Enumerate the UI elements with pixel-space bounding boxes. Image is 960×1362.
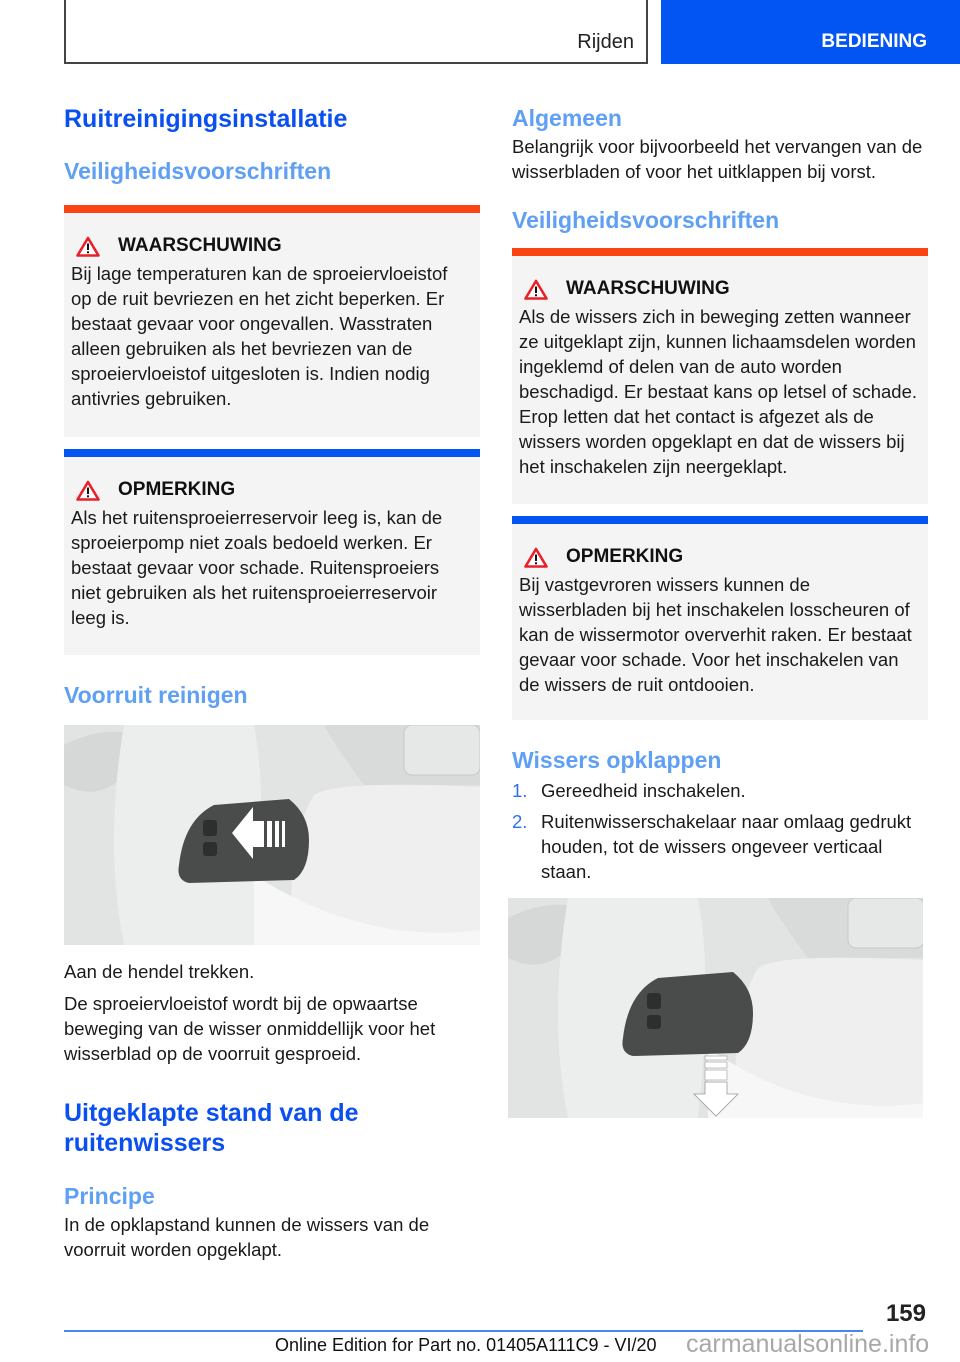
warning-text: Als de wissers zich in beweging zetten wanneer ze uitgeklapt zijn, kunnen lichaamsdelen worden ingeklemd of delen van de auto worden beschadigd. Er bestaat kans op letsel of schade. Erop letten dat het contact is afgezet als de wissers worden opgeklapt en dat de wissers bij het inschakelen zijn neergeklapt. <box>519 306 918 477</box>
chapter-title: Ruitreinigingsinstallatie <box>64 105 348 133</box>
fold-heading: Wissers opklappen <box>512 747 722 773</box>
wiper-lever-illustration <box>64 725 480 945</box>
fold-steps <box>512 778 928 884</box>
clean-heading: Voorruit reinigen <box>64 682 248 708</box>
folded-title: Uitgeklapte stand van de ruitenwissers <box>64 1099 359 1157</box>
note-box <box>64 449 480 655</box>
right-column <box>512 96 928 1118</box>
safety-heading-right: Veiligheidsvoorschriften <box>512 207 780 233</box>
general-text: Belangrijk voor bijvoorbeeld het vervangen van de wisserbladen of voor het uitklappen bij vorst. <box>512 136 923 182</box>
section-label: Rijden <box>577 31 634 53</box>
warning-box <box>64 205 480 437</box>
header-section-tab <box>64 0 648 64</box>
note-title: OPMERKING <box>118 479 236 500</box>
warning-title: WAARSCHUWING <box>118 235 282 256</box>
watermark: carmanualsonline.info <box>686 1330 930 1358</box>
warning-box-right <box>512 248 928 504</box>
general-heading: Algemeen <box>512 105 622 131</box>
step-text: Ruitenwisserschakelaar naar omlaag gedrukt houden, tot de wissers ongeveer verticaal staan. <box>541 811 912 882</box>
left-column <box>64 96 480 1262</box>
principle-heading: Principe <box>64 1183 155 1209</box>
note-box-right <box>512 516 928 720</box>
step-text: Gereedheid inschakelen. <box>541 780 746 801</box>
header-chapter-tab <box>661 0 960 64</box>
note-text: Als het ruitensproeierreservoir leeg is, kan de sproeierpomp niet zoals bedoeld werken. Er bestaat gevaar voor schade. Ruitensproeiers niet gebruiken als het ruitensproeierreservoir leeg is. <box>71 507 443 628</box>
clean-step: Aan de hendel trekken. <box>64 961 255 982</box>
note-title: OPMERKING <box>566 546 684 567</box>
warning-triangle-icon <box>76 236 100 257</box>
chapter-label: BEDIENING <box>821 31 927 52</box>
note-text: Bij vastgevroren wissers kunnen de wisserbladen bij het inschakelen losscheuren of kan de wissermotor oververhit raken. Er bestaat gevaar voor schade. Voor het inschakelen van de wissers de ruit ontdooien. <box>519 574 912 695</box>
step-item <box>512 778 928 803</box>
warning-triangle-icon <box>76 480 100 501</box>
edition-text: Online Edition for Part no. 01405A111C9 - VI/20 <box>275 1335 657 1355</box>
clean-text: De sproeiervloeistof wordt bij de opwaartse beweging van de wisser onmiddellijk voor het wisserblad op de voorruit gesproeid. <box>64 993 436 1064</box>
warning-title: WAARSCHUWING <box>566 278 730 299</box>
warning-text: Bij lage temperaturen kan de sproeiervloeistof op de ruit bevriezen en het zicht beperken. Er bestaat gevaar voor ongevallen. Wasstraten alleen gebruiken als het bevriezen van de sproeiervloeistof uitgesloten is. Indien nodig antivries gebruiken. <box>71 263 448 409</box>
safety-heading: Veiligheidsvoorschriften <box>64 158 332 184</box>
figure-wiper-lever-down <box>508 898 923 1118</box>
step-number: 1. <box>512 780 528 801</box>
warning-title-row <box>519 276 921 302</box>
note-title-row <box>71 477 473 503</box>
note-title-row <box>519 544 921 570</box>
warning-title-row <box>71 233 473 259</box>
wiper-lever-illustration <box>508 898 923 1118</box>
step-number: 2. <box>512 811 528 832</box>
principle-text: In de opklapstand kunnen de wissers van de voorruit worden opgeklapt. <box>64 1214 430 1260</box>
warning-triangle-icon <box>524 547 548 568</box>
figure-wiper-lever-pull <box>64 725 480 945</box>
page-number: 159 <box>885 1300 926 1327</box>
step-item <box>512 809 928 884</box>
warning-triangle-icon <box>524 279 548 300</box>
